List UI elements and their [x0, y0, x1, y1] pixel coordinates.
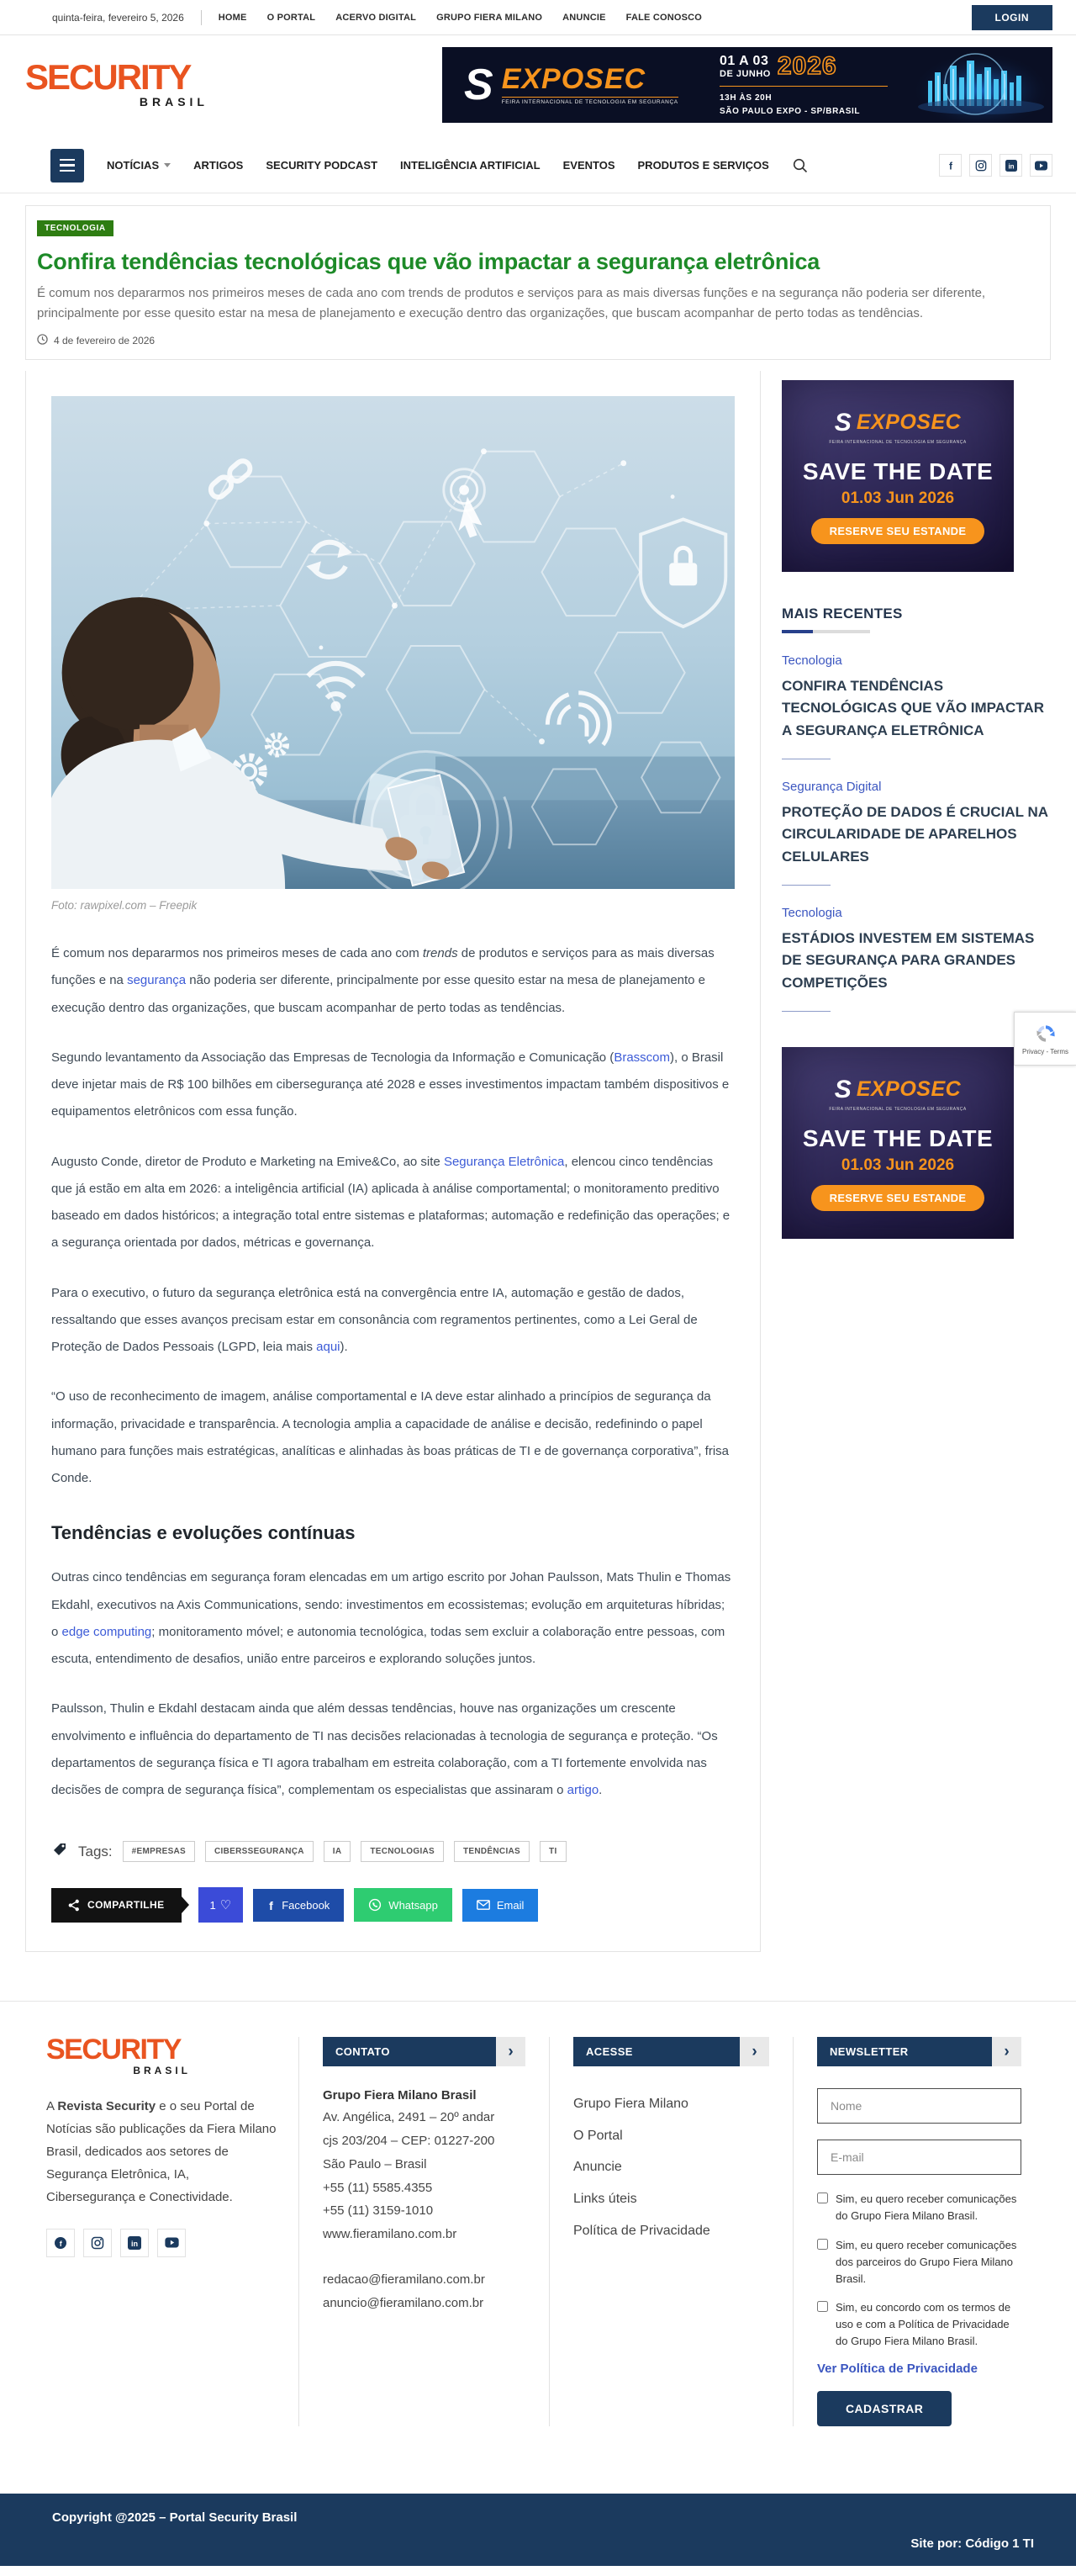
- email-field[interactable]: [817, 2140, 1021, 2175]
- newsletter-checkbox-3[interactable]: Sim, eu concordo com os termos de uso e com a Política de Privacidade do Grupo Fiera Milano Brasil.: [817, 2299, 1021, 2350]
- svg-text:in: in: [130, 2239, 139, 2248]
- site-credit: Site por: Código 1 TI: [910, 2536, 1034, 2552]
- nav-item-produtos-e-servicos[interactable]: PRODUTOS E SERVIÇOS: [637, 159, 769, 172]
- instagram-icon[interactable]: [969, 154, 992, 177]
- footer: [0, 2002, 1076, 2465]
- recaptcha-badge[interactable]: [1014, 1012, 1076, 1066]
- heart-icon: ♡: [219, 1898, 232, 1913]
- inline-link[interactable]: edge computing: [61, 1624, 152, 1639]
- tag-tendencias[interactable]: TENDÊNCIAS: [454, 1841, 530, 1862]
- exposec-tagline: FEIRA INTERNACIONAL DE TECNOLOGIA EM SEGURANÇA: [502, 97, 678, 105]
- inline-link[interactable]: segurança: [127, 973, 187, 988]
- footer-about-column: [46, 2034, 298, 2426]
- site-logo-text: SECURITY: [25, 57, 191, 98]
- top-menu-o-portal[interactable]: O PORTAL: [266, 12, 316, 23]
- top-menu: [219, 13, 702, 23]
- footer-logo[interactable]: SECURITY BRASIL: [46, 2034, 191, 2076]
- save-the-date-title: SAVE THE DATE: [802, 1124, 994, 1151]
- like-count: 1: [209, 1898, 216, 1912]
- site-logo[interactable]: [25, 57, 208, 108]
- recent-post-3[interactable]: [782, 906, 1051, 1012]
- article-header: [25, 205, 1051, 360]
- top-bar: [0, 0, 1076, 35]
- top-menu-home[interactable]: HOME: [218, 12, 247, 23]
- clock-icon: [37, 334, 48, 347]
- top-menu-fale-conosco[interactable]: FALE CONOSCO: [625, 12, 703, 23]
- paragraph: Para o executivo, o futuro da segurança eletrônica está na convergência entre IA, automação e gestão de dados, ressaltando que esses avanços precisam estar em consonância com regramentos pertinentes, como a Lei Geral de Proteção de Dados Pessoais (LGPD, leia mais aqui).: [51, 1285, 698, 1354]
- email-link[interactable]: anuncio@fieramilano.com.br: [323, 2295, 484, 2310]
- newsletter-heading-bar: [817, 2037, 1021, 2066]
- main-content: [0, 193, 1076, 1952]
- chevron-down-icon: [164, 163, 171, 167]
- save-the-date-title: SAVE THE DATE: [802, 458, 994, 484]
- article-body-card: [25, 371, 761, 1952]
- site-header: [0, 35, 1076, 138]
- recent-post-category[interactable]: Tecnologia: [782, 906, 842, 921]
- inline-link[interactable]: artigo: [567, 1783, 599, 1797]
- tag-ciberseguranca[interactable]: CIBERSSEGURANÇA: [205, 1841, 314, 1862]
- inline-link[interactable]: aqui: [316, 1340, 340, 1354]
- exposec-banner-details: [720, 52, 905, 119]
- paragraph: Segundo levantamento da Associação das Empresas de Tecnologia da Informação e Comunicação (Brasscom), o Brasil deve injetar mais de R$ 100 bilhões em cibersegurança até 2028 e esses investimentos impactam também dispositivos e equipamentos eletrônicos com essa função.: [51, 1050, 730, 1119]
- email-link[interactable]: redacao@fieramilano.com.br: [323, 2272, 485, 2287]
- youtube-icon[interactable]: [157, 2229, 186, 2257]
- facebook-icon[interactable]: [46, 2229, 75, 2257]
- email-icon: [477, 1900, 490, 1910]
- banner-time: 13H ÀS 20H: [720, 93, 773, 103]
- contact-heading: CONTATO: [323, 2037, 496, 2066]
- photo-credit: Foto: rawpixel.com – Freepik: [51, 899, 198, 912]
- banner-date: 01.03 Jun 2026: [841, 489, 955, 507]
- banner-venue: SÃO PAULO EXPO - SP/BRASIL: [720, 106, 861, 116]
- address-line: cjs 203/204 – CEP: 01227-200: [323, 2134, 495, 2148]
- footer-social-links: [46, 2229, 277, 2257]
- email-share-button[interactable]: Email: [462, 1889, 539, 1922]
- tag-icon: [51, 1841, 68, 1862]
- banner-city-graphic: [910, 47, 1052, 123]
- newsletter-submit-button[interactable]: CADASTRAR: [817, 2391, 952, 2426]
- recent-post-title[interactable]: PROTEÇÃO DE DADOS É CRUCIAL NA CIRCULARIDADE DE APARELHOS CELULARES: [782, 804, 1048, 865]
- top-menu-grupo-fiera-milano[interactable]: GRUPO FIERA MILANO: [436, 12, 543, 23]
- exposec-header-banner[interactable]: [442, 47, 1052, 123]
- svg-text:f: f: [59, 2239, 62, 2248]
- reserve-stand-button[interactable]: RESERVE SEU ESTANDE: [811, 1185, 985, 1211]
- footer-link-links-uteis[interactable]: Links úteis: [573, 2192, 637, 2207]
- paragraph: Paulsson, Thulin e Ekdahl destacam ainda que além dessas tendências, houve nas organizações um crescente envolvimento e influência do departamento de TI nas decisões relacionadas à tecnologia de segurança e proteção. “Os departamentos de segurança física e TI agora trabalham em estreita colaboração, com a TI fortemente envolvida nas decisões de compra de segurança física”, complementam os especialistas que assinaram o artigo.: [51, 1701, 718, 1797]
- search-icon[interactable]: [793, 158, 808, 173]
- footer-links-column: [549, 2037, 793, 2426]
- recent-post-2[interactable]: [782, 780, 1051, 886]
- phone-number: +55 (11) 5585.4355: [323, 2180, 433, 2195]
- divider: [782, 885, 831, 886]
- top-menu-anuncie[interactable]: ANUNCIE: [562, 12, 606, 23]
- address-line: São Paulo – Brasil: [323, 2156, 427, 2171]
- footer-contact-column: [298, 2037, 549, 2426]
- copyright-text: Copyright @2025 – Portal Security Brasil: [52, 2510, 298, 2526]
- nav-item-security-podcast[interactable]: SECURITY PODCAST: [266, 159, 378, 172]
- svg-text:f: f: [948, 160, 952, 172]
- exposec-s-mark: S: [834, 408, 852, 436]
- divider: [720, 86, 888, 87]
- facebook-icon[interactable]: [939, 154, 962, 177]
- exposec-wordmark: EXPOSEC: [856, 1077, 962, 1102]
- website-link[interactable]: www.fieramilano.com.br: [323, 2227, 457, 2241]
- publish-date: 4 de fevereiro de 2026: [54, 335, 156, 346]
- tag-ia[interactable]: IA: [324, 1841, 351, 1862]
- checkbox[interactable]: [817, 2239, 828, 2250]
- paragraph: Augusto Conde, diretor de Produto e Marketing na Emive&Co, ao site Segurança Eletrônica, elencou cinco tendências que já estão em alta em 2026: a inteligência artificial (IA) aplicada à análise comportamental; o monitoramento preditivo baseado em dados históricos; a integração total entre sistemas e plataformas; automação e redefinição das operações; e a segurança orientada por dados, métricas e governança.: [51, 1154, 731, 1251]
- svg-text:in: in: [1007, 162, 1015, 170]
- bottom-bar: [0, 2494, 1076, 2566]
- reserve-stand-button[interactable]: RESERVE SEU ESTANDE: [811, 518, 985, 544]
- access-heading: ACESSE: [573, 2037, 740, 2066]
- exposec-tagline: FEIRA INTERNACIONAL DE TECNOLOGIA EM SEGURANÇA: [829, 439, 967, 445]
- name-field[interactable]: [817, 2088, 1021, 2124]
- hamburger-menu-icon[interactable]: [50, 149, 84, 182]
- heading-underline: [782, 630, 870, 633]
- linkedin-icon[interactable]: [1000, 154, 1022, 177]
- exposec-logo-block: [442, 60, 720, 109]
- tags-row: [51, 1841, 735, 1862]
- site-logo-subtext: BRASIL: [139, 94, 208, 108]
- share-nodes-icon: [68, 1899, 80, 1912]
- footer-link-o-portal[interactable]: O Portal: [573, 2128, 623, 2143]
- recaptcha-icon: [1034, 1022, 1058, 1045]
- contact-heading-bar: [323, 2037, 525, 2066]
- chevron-right-icon[interactable]: ›: [992, 2037, 1021, 2066]
- newsletter-heading: NEWSLETTER: [817, 2037, 992, 2066]
- access-heading-bar: [573, 2037, 769, 2066]
- nav-social-links: [939, 154, 1052, 177]
- nav-item-artigos[interactable]: ARTIGOS: [193, 159, 244, 172]
- tags-label: Tags:: [78, 1843, 113, 1859]
- whatsapp-icon: [368, 1898, 382, 1912]
- banner-year: 2026: [777, 51, 837, 80]
- exposec-wordmark: EXPOSEC: [501, 63, 646, 95]
- share-row: [51, 1887, 735, 1923]
- divider: [782, 1011, 831, 1012]
- banner-date-month: DE JUNHO: [720, 68, 771, 79]
- tag-tecnologias[interactable]: TECNOLOGIAS: [361, 1841, 444, 1862]
- share-button[interactable]: COMPARTILHE: [51, 1888, 182, 1923]
- chevron-right-icon[interactable]: ›: [740, 2037, 769, 2066]
- exposec-sidebar-banner-2[interactable]: [782, 1047, 1014, 1239]
- login-button[interactable]: LOGIN: [972, 5, 1053, 30]
- divider: [201, 10, 202, 25]
- recent-posts-heading: MAIS RECENTES: [782, 606, 903, 622]
- recent-post-1[interactable]: [782, 653, 1051, 759]
- main-nav: [0, 138, 1076, 193]
- facebook-share-button[interactable]: f Facebook: [253, 1889, 344, 1922]
- footer-newsletter-column: [793, 2037, 1045, 2426]
- paragraph: “O uso de reconhecimento de imagem, análise comportamental e IA deve estar alinhado a princípios de segurança da informação, privacidade e transparência. A tecnologia amplia a capacidade de análise e decisão, redefinindo o papel humano para funções mais estratégicas, analíticas e alinhadas às boas práticas de TI e de governança corporativa”, frisa Conde.: [51, 1389, 730, 1485]
- category-badge[interactable]: TECNOLOGIA: [37, 220, 113, 236]
- youtube-icon[interactable]: [1030, 154, 1052, 177]
- banner-date: 01.03 Jun 2026: [841, 1156, 955, 1174]
- checkbox[interactable]: [817, 2301, 828, 2312]
- footer-link-politica-de-privacidade[interactable]: Política de Privacidade: [573, 2223, 710, 2238]
- publish-date-row: [37, 334, 1039, 347]
- footer-link-anuncie[interactable]: Anuncie: [573, 2160, 622, 2175]
- exposec-sidebar-banner-1[interactable]: [782, 380, 1014, 572]
- recaptcha-privacy-terms[interactable]: Privacy - Terms: [1022, 1048, 1068, 1055]
- article-body-text: [51, 940, 735, 1804]
- page-title: Confira tendências tecnológicas que vão impactar a segurança eletrônica: [37, 249, 820, 274]
- nav-item-noticias[interactable]: NOTÍCIAS: [107, 159, 171, 172]
- top-menu-acervo-digital[interactable]: ACERVO DIGITAL: [335, 12, 417, 23]
- nav-item-eventos[interactable]: EVENTOS: [562, 159, 615, 172]
- paragraph: Outras cinco tendências em segurança foram elencadas em um artigo escrito por Johan Paulsson, Mats Thulin e Thomas Ekdahl, executivos na Axis Communications, sendo: investimentos em ecossistemas; evolução em arquiteturas híbridas; o edge computing; monitoramento móvel; e autonomia tecnológica, todas sem excluir a colaboração entre pessoas, com escuta, entendimento de desafios, união entre parceiros e explorando soluções juntos.: [51, 1570, 731, 1666]
- company-name: Grupo Fiera Milano Brasil: [323, 2088, 477, 2103]
- privacy-policy-link[interactable]: Ver Política de Privacidade: [817, 2362, 978, 2377]
- recent-post-title[interactable]: CONFIRA TENDÊNCIAS TECNOLÓGICAS QUE VÃO IMPACTAR A SEGURANÇA ELETRÔNICA: [782, 678, 1044, 738]
- recent-post-category[interactable]: Tecnologia: [782, 653, 842, 668]
- like-button[interactable]: [198, 1887, 244, 1923]
- phone-number: +55 (11) 3159-1010: [323, 2203, 434, 2219]
- chevron-right-icon[interactable]: ›: [496, 2037, 525, 2066]
- address-line: Av. Angélica, 2491 – 20º andar: [323, 2110, 495, 2125]
- facebook-icon: [267, 1899, 275, 1912]
- tag-empresas[interactable]: #EMPRESAS: [123, 1841, 195, 1862]
- nav-item-inteligencia-artificial[interactable]: INTELIGÊNCIA ARTIFICIAL: [400, 159, 541, 172]
- instagram-icon[interactable]: [83, 2229, 112, 2257]
- footer-link-grupo-fiera-milano[interactable]: Grupo Fiera Milano: [573, 2097, 688, 2112]
- article-hero-image: [51, 396, 735, 889]
- section-heading: Tendências e evoluções contínuas: [51, 1522, 356, 1544]
- sidebar: [782, 371, 1051, 1239]
- banner-date-range: 01 A 03: [720, 53, 769, 68]
- paragraph: É comum nos depararmos nos primeiros meses de cada ano com trends de produtos e serviços para as mais diversas funções e na segurança não poderia ser diferente, principalmente por esse quesito estar na mesa de planejamento e execução dentro das organizações, que buscam acompanhar de perto todas as tendências.: [51, 946, 715, 1015]
- checkbox[interactable]: [817, 2193, 828, 2203]
- tag-ti[interactable]: TI: [540, 1841, 567, 1862]
- current-date: quinta-feira, fevereiro 5, 2026: [52, 11, 184, 24]
- article-excerpt: É comum nos depararmos nos primeiros meses de cada ano com trends de produtos e serviços para as mais diversas funções e na segurança não poderia ser diferente, principalmente por esse quesito estar na mesa de planejamento e execução dentro das organizações, que buscam acompanhar de perto todas as tendências.: [37, 286, 986, 320]
- exposec-s-mark: S: [464, 60, 493, 109]
- exposec-s-mark: S: [834, 1075, 852, 1103]
- inline-link[interactable]: Brasscom: [614, 1050, 670, 1065]
- wifi-dot: [331, 701, 341, 711]
- exposec-tagline: FEIRA INTERNACIONAL DE TECNOLOGIA EM SEGURANÇA: [829, 1106, 967, 1112]
- recent-post-title[interactable]: ESTÁDIOS INVESTEM EM SISTEMAS DE SEGURANÇA PARA GRANDES COMPETIÇÕES: [782, 930, 1035, 991]
- exposec-wordmark: EXPOSEC: [856, 410, 962, 434]
- recent-post-category[interactable]: Segurança Digital: [782, 780, 882, 795]
- footer-about-text: A Revista Security e o seu Portal de Notícias são publicações da Fiera Milano Brasil, dedicados aos setores de Segurança Eletrônica, IA, Cibersegurança e Conectividade.: [46, 2098, 277, 2204]
- linkedin-icon[interactable]: [120, 2229, 149, 2257]
- inline-link[interactable]: Segurança Eletrônica: [443, 1154, 565, 1169]
- whatsapp-share-button[interactable]: Whatsapp: [354, 1888, 452, 1922]
- newsletter-checkbox-1[interactable]: Sim, eu quero receber comunicações do Grupo Fiera Milano Brasil.: [817, 2191, 1021, 2224]
- svg-text:f: f: [269, 1898, 274, 1912]
- newsletter-checkbox-2[interactable]: Sim, eu quero receber comunicações dos parceiros do Grupo Fiera Milano Brasil.: [817, 2237, 1021, 2288]
